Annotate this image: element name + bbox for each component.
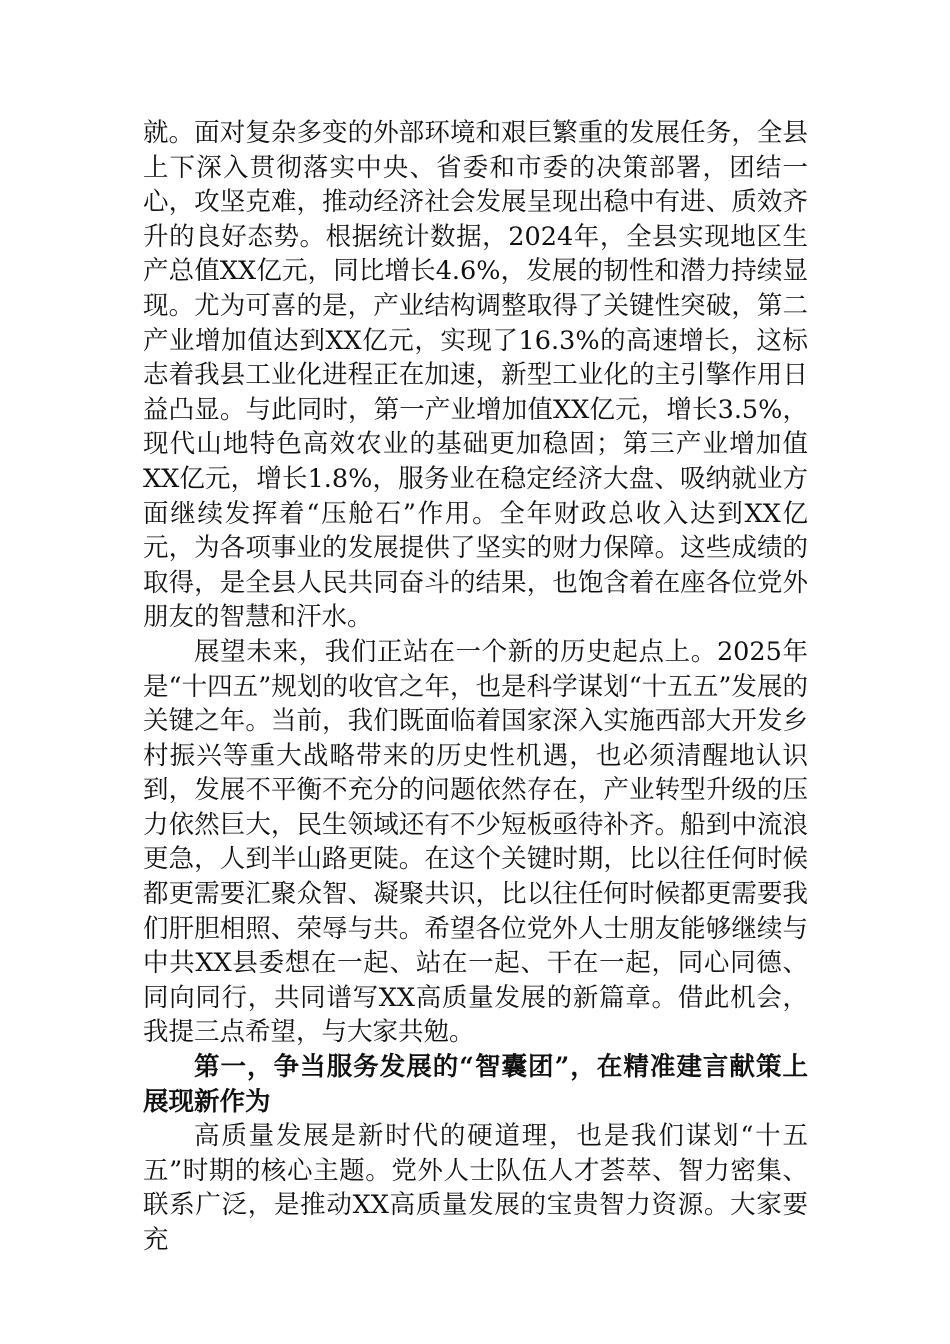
body-paragraph-outlook: 展望未来，我们正站在一个新的历史起点上。2025年是“十四五”规划的收官之年，也是科学谋划“十五五”发展的关键之年。当前，我们既面临着国家深入实施西部大开发乡村振兴等重大战略带来的历史性机遇，也必须清醒地认识到，发展不平衡不充分的问题依然存在，产业转型升级的压力依然巨大，民生领域还有不少短板亟待补齐。船到中流浪更急，人到半山路更陡。在这个关键时期，比以往任何时候都更需要汇聚众智、凝聚共识，比以往任何时候都更需要我们肝胆相照、荣辱与共。希望各位党外人士朋友能够继续与中共XX县委想在一起、站在一起、干在一起，同心同德、同向同行，共同谱写XX高质量发展的新篇章。借此机会，我提三点希望，与大家共勉。 — [143, 636, 808, 1048]
document-body — [143, 116, 808, 1258]
body-paragraph-continuation: 就。面对复杂多变的外部环境和艰巨繁重的发展任务，全县上下深入贯彻落实中央、省委和市委的决策部署，团结一心，攻坚克难，推动经济社会发展呈现出稳中有进、质效齐升的良好态势。根据统计数据，2024年，全县实现地区生产总值XX亿元，同比增长4.6%，发展的韧性和潜力持续显现。尤为可喜的是，产业结构调整取得了关键性突破，第二产业增加值达到XX亿元，实现了16.3%的高速增长，这标志着我县工业化进程正在加速，新型工业化的主引擎作用日益凸显。与此同时，第一产业增加值XX亿元，增长3.5%，现代山地特色高效农业的基础更加稳固；第三产业增加值XX亿元，增长1.8%，服务业在稳定经济大盘、吸纳就业方面继续发挥着“压舱石”作用。全年财政总收入达到XX亿元，为各项事业的发展提供了坚实的财力保障。这些成绩的取得，是全县人民共同奋斗的结果，也饱含着在座各位党外朋友的智慧和汗水。 — [143, 118, 808, 633]
section-heading-first: 第一，争当服务发展的“智囊团”，在精准建言献策上展现新作为 — [143, 1052, 808, 1117]
body-paragraph-high-quality-development: 高质量发展是新时代的硬道理，也是我们谋划“十五五”时期的核心主题。党外人士队伍人才荟萃、智力密集、联系广泛，是推动XX高质量发展的宝贵智力资源。大家要充 — [143, 1121, 808, 1255]
